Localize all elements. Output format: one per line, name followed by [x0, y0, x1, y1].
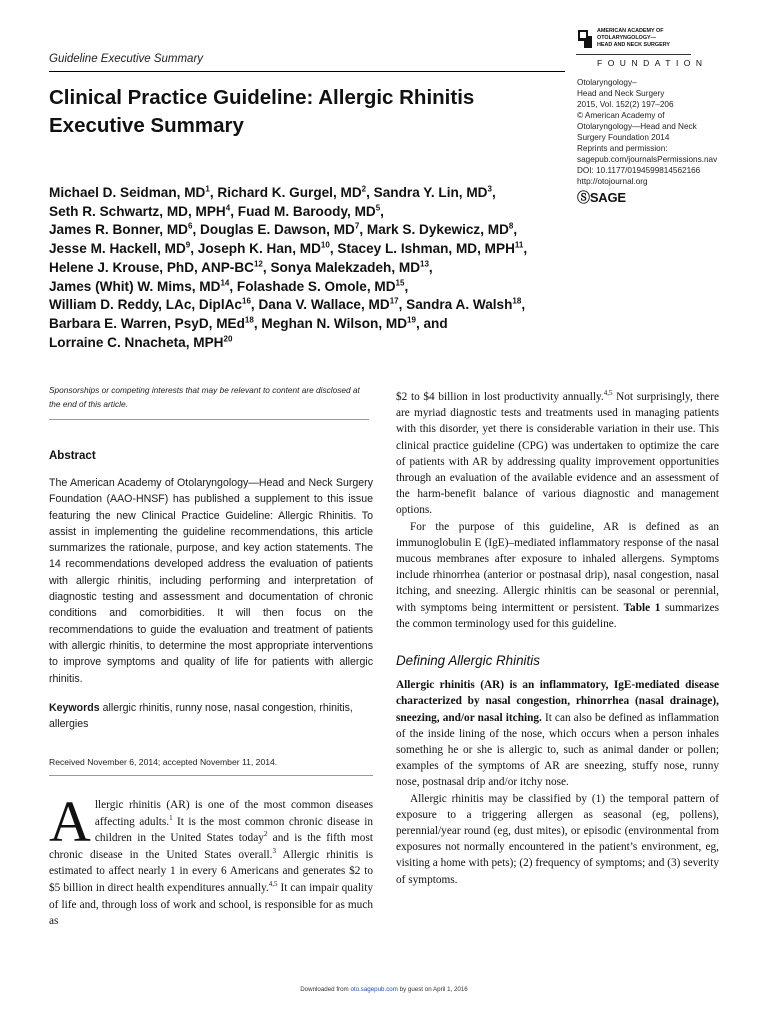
- paragraph-text: For the purpose of this guideline, AR is defined as an immunoglobulin E (IgE)–mediated inflammatory response of the nasal mucous membranes after exposure to inhaled allergens. Symptoms include rhinorrhea (anterior or postnasal drip), nasal congestion, nasal itching, and sneezing. Allergic rhinitis can be seasonal or perennial, with symptoms being intermittent or persistent.: [396, 520, 719, 614]
- logo-line-3: HEAD AND NECK SURGERY: [597, 42, 670, 48]
- author-line: Helene J. Krouse, PhD, ANP-BC$^{12}$, Sonya Malekzadeh, MD$^{13}$,: [49, 259, 433, 275]
- author-name: Sandra Y. Lin, MD: [373, 185, 488, 200]
- author-line: [49, 334, 609, 353]
- author-affiliation: 18: [244, 315, 254, 325]
- footer-suffix: by guest on April 1, 2016: [397, 986, 468, 993]
- author-affiliation: 7: [354, 221, 360, 231]
- logo-line-2: OTOLARYNGOLOGY—: [597, 35, 656, 41]
- download-footer: [0, 986, 768, 993]
- journal-info-line: Otolaryngology–: [577, 78, 637, 87]
- author-line: James (Whit) W. Mims, MD$^{14}$, Folashade S. Omole, MD$^{15}$,: [49, 277, 409, 294]
- author-name: Folashade S. Omole, MD: [236, 278, 396, 294]
- author-affiliation: 17: [389, 296, 399, 306]
- author-line: Michael D. Seidman, $MD^1$, Richard K. Gurgel, $MD^2$, Sandra Y. Lin, $MD^3$,: [49, 184, 496, 200]
- paragraph-text: $2 to $4 billion in lost productivity annually.: [396, 391, 604, 403]
- author-affiliation: 14: [220, 277, 230, 287]
- author-affiliation: 6: [188, 221, 193, 231]
- journal-info-line: © American Academy of: [577, 111, 665, 120]
- author-name: Stacey L. Ishman, MD, MPH: [337, 241, 515, 257]
- authors-and: and: [423, 315, 448, 331]
- footer-prefix: Downloaded from: [300, 986, 351, 993]
- paragraph-text: Not surprisingly, there are myriad diagnostic tests and treatments used in managing patients with this disorder, yet there is considerable variation in their use. This clinical practice guideline (CPG) was undertaken to optimize the care of patients with AR by addressing quality improvement opportunities through an evaluation of the available evidence and an assessment of the harm-benefit balance of various diagnostic and management options.: [396, 391, 719, 517]
- journal-info: [577, 77, 747, 187]
- author-affiliation: 11: [514, 240, 524, 250]
- body-left-text-1: llergic rhinitis (AR) is one of the most common diseases affecting adults.: [94, 799, 373, 828]
- sage-label: SAGE: [589, 190, 626, 205]
- body-right-column: [396, 389, 719, 888]
- author-affiliation: 19: [407, 315, 416, 325]
- abstract-text: The American Academy of Otolaryngology—Head and Neck Surgery Foundation (AAO-HNSF) has published a supplement to this issue featuring the new Clinical Practice Guideline: Allergic Rhinitis. To assist in implementing the guideline recommendations, this article summarizes the rationale, purpose, and key action statements. The 14 recommendations developed address the evaluation of patients with allergic rhinitis, including performing and interpretation of diagnostic testing and assessment and documentation of chronic conditions and comorbidities. It will then focus on the recommendations to guide the evaluation and treatment of patients with allergic rhinitis, to determine the most appropriate interventions to improve symptoms and quality of life for patients with allergic rhinitis.: [49, 477, 373, 685]
- author-name: Lorraine C. Nnacheta, MPH: [49, 334, 224, 350]
- author-affiliation: 2: [361, 184, 367, 194]
- body-left-text-5: It can impair quality of life and, through loss of work and school, is responsible for as much as: [49, 881, 373, 928]
- body-left-text-2: It is the most common chronic disease in children in the United States today: [94, 815, 373, 845]
- body-left-text-4: Allergic rhinitis is estimated to affect nearly 1 in every 6 Americans and generates $2 to $5 billion in direct health expenditures annually.: [49, 848, 373, 894]
- definition-bold: Allergic rhinitis (AR) is an inflammatory, IgE-mediated disease characterized by nasal congestion, rhinorrhea (nasal drainage), sneezing, and/or nasal itching.: [396, 679, 719, 724]
- sage-s-icon: Ⓢ: [577, 190, 590, 205]
- drop-cap: A: [49, 789, 91, 854]
- author-affiliation: 1: [205, 184, 210, 194]
- logo-text: [597, 28, 670, 49]
- journal-info-line: Head and Neck Surgery: [577, 89, 665, 98]
- author-name: Michael D. Seidman, MD: [49, 185, 206, 200]
- author-affiliation: 20: [223, 334, 233, 344]
- received-date: Received November 6, 2014; accepted November 11, 2014.: [49, 757, 278, 767]
- ref-sup: 3: [272, 847, 277, 856]
- journal-info-line: Reprints and permission:: [577, 144, 668, 153]
- journal-info-line: http://otojournal.org: [577, 177, 648, 186]
- paragraph: [396, 389, 719, 519]
- author-line: James R. Bonner, $MD^6$, Douglas E. Dawson, $MD^7$, Mark S. Dykewicz, $MD^8$,: [49, 221, 518, 238]
- paragraph: Allergic rhinitis may be classified by (1) the temporal pattern of exposure to a triggering allergen as seasonal (eg, pollens), perennial/year round (eg, dust mites), or episodic (environmental from exposures not normally encountered in the patient’s environment, eg, visiting a home with pets); (2) frequency of symptoms; and (3) severity of symptoms.: [396, 792, 719, 886]
- author-name: Fuad M. Baroody, MD: [237, 203, 376, 219]
- journal-info-line: Surgery Foundation 2014: [577, 133, 670, 142]
- aao-hnsf-logo: [576, 26, 708, 74]
- author-affiliation: 13: [420, 259, 429, 269]
- author-name: Helene J. Krouse, PhD, ANP-BC: [49, 259, 254, 275]
- author-name: Richard K. Gurgel, MD: [217, 185, 362, 200]
- journal-info-line: Otolaryngology—Head and Neck: [577, 122, 697, 131]
- foundation-logo-icon: [576, 28, 594, 50]
- keywords-text: allergic rhinitis, runny nose, nasal congestion, rhinitis, allergies: [49, 702, 353, 731]
- logo-rule: [576, 54, 691, 55]
- journal-info-line: sagepub.com/journalsPermissions.nav: [577, 155, 718, 164]
- ref-sup: 2: [263, 830, 268, 839]
- author-name: Mark S. Dykewicz, MD: [366, 222, 509, 238]
- author-affiliation: 3: [487, 184, 492, 194]
- journal-info-line: DOI: 10.1177/0194599814562166: [577, 166, 701, 175]
- running-head: Guideline Executive Summary: [49, 53, 204, 65]
- received-rule: [49, 775, 373, 776]
- author-affiliation: 5: [375, 203, 381, 213]
- author-line: Seth R. Schwartz, MD, MPH$^4$, Fuad M. Baroody, $MD^5$,: [49, 203, 384, 219]
- author-name: Dana V. Wallace, MD: [258, 297, 390, 313]
- logo-foundation: FOUNDATION: [597, 58, 708, 68]
- author-name: Meghan N. Wilson, MD: [261, 315, 408, 331]
- author-name: Barbara E. Warren, PsyD, MEd: [49, 315, 245, 331]
- section-heading: Defining Allergic Rhinitis: [396, 653, 540, 669]
- paragraph: [396, 519, 719, 632]
- author-affiliation: 9: [185, 240, 191, 250]
- footer-link[interactable]: oto.sagepub.com: [350, 986, 398, 993]
- keywords-label: Keywords: [49, 702, 100, 714]
- author-line: William D. Reddy, LAc, DiplAc$^{16}$, Dana V. Wallace, MD$^{17}$, Sandra A. Walsh$^{18}$,: [49, 296, 526, 313]
- author-affiliation: 10: [320, 240, 330, 250]
- logo-line-1: AMERICAN ACADEMY OF: [597, 28, 664, 34]
- sponsorship-rule-top: [49, 377, 369, 378]
- author-line: Barbara E. Warren, PsyD, MEd$^{18}$, Meghan N. Wilson, MD$^{19}$, and: [49, 315, 448, 331]
- ref-sup: 4,5: [603, 389, 613, 398]
- author-name: William D. Reddy, LAc, DiplAc: [49, 297, 242, 313]
- author-affiliation: 12: [253, 259, 263, 269]
- body-left-column: [49, 789, 373, 930]
- sponsorship-rule-bottom: [49, 419, 369, 420]
- journal-info-line: 2015, Vol. 152(2) 197–206: [577, 100, 674, 109]
- author-name: Sandra A. Walsh: [406, 297, 513, 313]
- paragraph: [396, 677, 719, 790]
- table-reference[interactable]: Table 1: [623, 601, 661, 614]
- author-line: Jesse M. Hackell, $MD^9$, Joseph K. Han, MD$^{10}$, Stacey L. Ishman, MD, MPH$^{11}$,: [49, 240, 528, 257]
- author-name: Joseph K. Han, MD: [197, 241, 321, 257]
- author-affiliation: 16: [242, 296, 251, 306]
- paragraph-text: summarizes the common terminology used for this guideline.: [396, 601, 719, 630]
- author-name: James (Whit) W. Mims, MD: [49, 278, 221, 294]
- author-name: Seth R. Schwartz, MD, MPH: [49, 203, 226, 219]
- paragraph-text: It can also be defined as inflammation of the inside lining of the nose, which occurs when a person inhales something he or she is allergic to, such as animal dander or pollen; examples of the symptoms of AR are sneezing, stuffy nose, runny nose, postnasal drip and/or itchy nose.: [396, 711, 720, 789]
- article-title: Clinical Practice Guideline: Allergic Rhinitis Executive Summary: [49, 86, 475, 137]
- author-name: Douglas E. Dawson, MD: [200, 222, 355, 238]
- author-name: Jesse M. Hackell, MD: [49, 241, 186, 257]
- author-list: [49, 184, 609, 352]
- author-affiliation: 15: [395, 277, 405, 287]
- author-affiliation: 8: [508, 221, 514, 231]
- author-affiliation: 4: [225, 203, 231, 213]
- author-affiliation: 18: [512, 296, 522, 306]
- body-left-text-3: and is the fifth most chronic disease in the United States overall.: [49, 832, 373, 861]
- ref-sup: 1: [169, 813, 173, 822]
- header-rule: [49, 71, 565, 72]
- keywords: [49, 700, 373, 733]
- author-name: James R. Bonner, MD: [49, 222, 188, 238]
- ref-sup: 4,5: [268, 880, 278, 889]
- author-name: Sonya Malekzadeh, MD: [270, 259, 421, 275]
- abstract-heading: Abstract: [49, 450, 96, 462]
- sponsorship-note: Sponsorships or competing interests that may be relevant to content are disclosed at the end of this article.: [49, 385, 360, 409]
